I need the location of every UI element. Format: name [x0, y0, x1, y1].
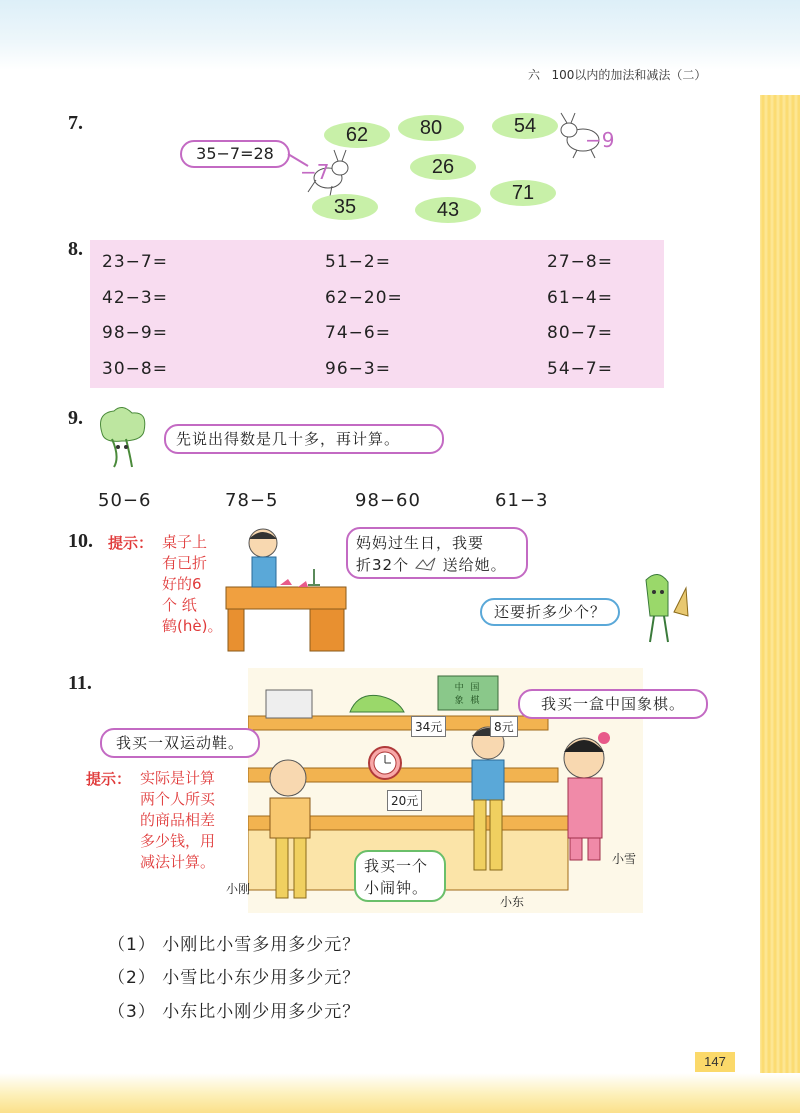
question-11-number: 11.	[68, 672, 92, 694]
paper-crane-icon	[415, 556, 437, 572]
q10-question-bubble	[480, 598, 620, 626]
bottom-edge-decoration	[0, 1073, 800, 1113]
top-band	[0, 0, 800, 70]
question-8-number: 8.	[68, 238, 83, 260]
clock-bubble-line1: 我买一个	[364, 857, 429, 875]
number-oval: 35	[312, 194, 378, 220]
q11-hint-text: 实际是计算 两个人所买 的商品相差 多少钱，用 减法计算。	[140, 769, 216, 871]
exercise-expression: 30−8=	[102, 359, 168, 379]
exercise-expression: 54−7=	[547, 359, 613, 379]
exercise-expression: 51−2=	[325, 252, 391, 272]
name-xiaodong: 小东	[500, 895, 525, 909]
q9-expression: 78−5	[225, 490, 279, 511]
number-oval: 71	[490, 180, 556, 206]
q9-speech-bubble	[164, 424, 444, 454]
q10-speech-bubble	[346, 527, 528, 579]
exercise-expression: 61−4=	[547, 288, 613, 308]
rabbit-left-tag: −7	[300, 160, 330, 184]
number-oval: 26	[410, 154, 476, 180]
running-head	[528, 66, 706, 83]
q11-question-2: （2） 小雪比小东少用多少元？	[108, 968, 361, 988]
q9-expression: 98−60	[355, 490, 421, 511]
q11-hint-label: 提示：	[86, 770, 132, 788]
q9-expression: 61−3	[495, 490, 549, 511]
q10-bubble-line2a: 折32个	[356, 556, 410, 574]
page-number: 147	[695, 1052, 735, 1072]
price-tag-clock: 20元	[387, 790, 422, 811]
exercise-expression: 98−9=	[102, 323, 168, 343]
exercise-expression: 74−6=	[325, 323, 391, 343]
price-tag-chess: 8元	[490, 716, 518, 737]
number-oval: 43	[415, 197, 481, 223]
exercise-expression: 62−20=	[325, 288, 403, 308]
exercise-expression: 80−7=	[547, 323, 613, 343]
q11-question-1: （1） 小刚比小雪多用多少元？	[108, 935, 361, 955]
number-oval: 80	[398, 115, 464, 141]
q10-bubble-line1: 妈妈过生日，我要	[356, 534, 485, 552]
q10-hint-label: 提示：	[108, 534, 154, 552]
q9-bubble-text: 先说出得数是几十多，再计算。	[176, 430, 401, 448]
price-tag-shoes: 34元	[411, 716, 446, 737]
question-7-number: 7.	[68, 112, 83, 134]
clock-bubble-line2: 小闹钟。	[364, 879, 429, 897]
exercise-expression: 96−3=	[325, 359, 391, 379]
q10-bubble-line2b: 送给她。	[442, 556, 507, 574]
page-edge-decoration	[760, 95, 800, 1113]
chess-bubble-text: 我买一盒中国象棋。	[540, 695, 685, 713]
number-oval: 62	[324, 122, 390, 148]
example-bubble	[180, 140, 290, 168]
exercise-expression: 23−7=	[102, 252, 168, 272]
cabbage-character-illustration	[92, 405, 152, 475]
question-10-number: 10.	[68, 530, 93, 552]
exercise-expression: 42−3=	[102, 288, 168, 308]
q11-question-3: （3） 小东比小刚少用多少元？	[108, 1002, 361, 1022]
clock-speech-bubble	[354, 850, 446, 902]
shoes-bubble-text: 我买一双运动鞋。	[115, 734, 244, 752]
example-equation: 35−7=28	[196, 144, 274, 163]
boy-at-desk-illustration	[218, 525, 348, 655]
pencil-character-illustration	[632, 572, 692, 648]
name-xiaogang: 小刚	[226, 882, 251, 896]
question-9-number: 9.	[68, 407, 83, 429]
q10-hint-text: 桌子上 有已折 好的6 个 纸 鹤(hè)。	[162, 533, 223, 635]
number-oval: 54	[492, 113, 558, 139]
shoes-speech-bubble	[100, 728, 260, 758]
rabbit-right-tag: −9	[585, 128, 615, 152]
chess-speech-bubble	[518, 689, 708, 719]
chapter-number: 六	[528, 68, 541, 82]
name-xiaoxue: 小雪	[612, 852, 637, 866]
chess-box-label: 中 国 象 棋	[454, 683, 482, 706]
q9-expression: 50−6	[98, 490, 152, 511]
chapter-title: 100以内的加法和减法（二）	[551, 68, 707, 82]
exercise-expression: 27−8=	[547, 252, 613, 272]
q10-question-text: 还要折多少个？	[493, 603, 606, 621]
